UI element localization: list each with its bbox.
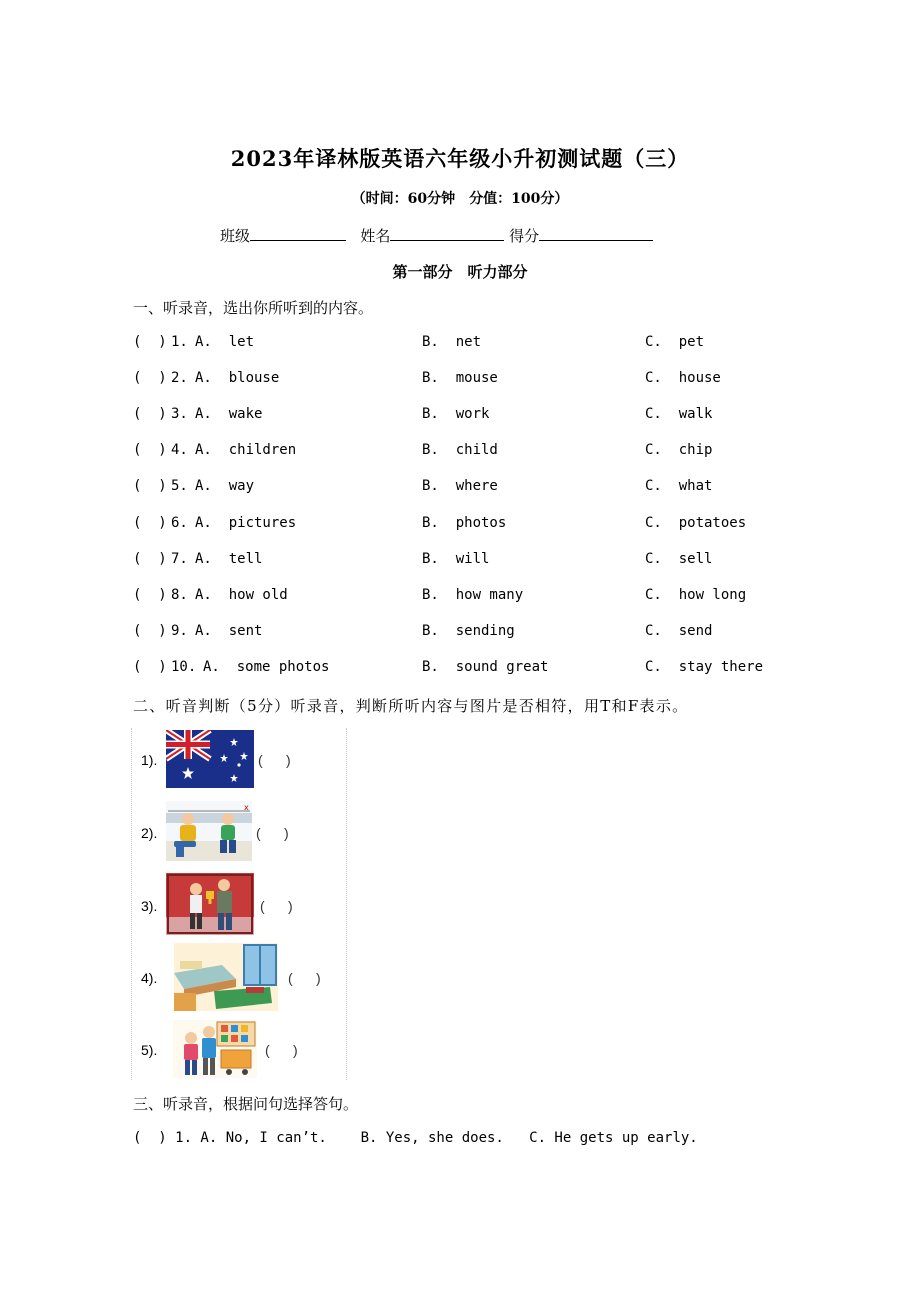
pic-item-number: 1).: [141, 752, 158, 768]
part-heading: 第一部分 听力部分: [392, 263, 528, 281]
section2-heading: 二、听音判断（5分）听录音，判断所听内容与图片是否相符，用T和F表示。: [133, 697, 689, 715]
question-number: 9.: [171, 623, 188, 639]
option-c[interactable]: C. house: [645, 370, 721, 386]
pic-item-number: 5).: [141, 1042, 158, 1058]
class-field[interactable]: [250, 225, 346, 241]
option-b[interactable]: B. net: [422, 334, 482, 350]
option-c[interactable]: C. stay there: [645, 659, 764, 675]
question-row: [133, 587, 833, 607]
australia-flag-image: [166, 730, 254, 788]
option-c[interactable]: C. send: [645, 623, 713, 639]
class-label: 班级: [220, 227, 251, 245]
answer-paren[interactable]: ( ): [133, 334, 167, 350]
answer-blank[interactable]: ( ): [258, 752, 291, 768]
question-row: [133, 551, 833, 571]
option-c[interactable]: C. sell: [645, 551, 713, 567]
answer-blank[interactable]: ( ): [288, 970, 321, 986]
answer-paren[interactable]: ( ): [133, 442, 167, 458]
exam-time-score: （时间：60分钟 分值：100分）: [351, 191, 569, 207]
pic-item-number: 4).: [141, 970, 158, 986]
answer-paren[interactable]: ( ): [133, 587, 167, 603]
option-a[interactable]: A. sent: [195, 623, 263, 639]
option-c[interactable]: C. how long: [645, 587, 747, 603]
answer-paren[interactable]: ( ): [133, 478, 167, 494]
option-a[interactable]: A. some photos: [203, 659, 330, 675]
option-c[interactable]: C. walk: [645, 406, 713, 422]
option-a[interactable]: A. how old: [195, 587, 288, 603]
answer-paren[interactable]: ( ): [133, 370, 167, 386]
question-number: 6.: [171, 515, 188, 531]
question-number: 2.: [171, 370, 188, 386]
answer-paren[interactable]: ( ): [133, 406, 167, 422]
answer-paren[interactable]: ( ): [133, 515, 167, 531]
question-number: 10.: [171, 659, 197, 675]
pic-item-number: 2).: [141, 825, 158, 841]
question-row: [133, 406, 833, 426]
option-b[interactable]: B. sound great: [422, 659, 549, 675]
option-a[interactable]: A. pictures: [195, 515, 297, 531]
name-label: 姓名: [360, 227, 391, 245]
question-number: 1.: [171, 334, 188, 350]
answer-blank[interactable]: ( ): [260, 898, 293, 914]
option-b[interactable]: B. child: [422, 442, 498, 458]
section1-heading: 一、听录音，选出你所听到的内容。: [133, 299, 374, 317]
option-b[interactable]: B. work: [422, 406, 490, 422]
question-number: 7.: [171, 551, 188, 567]
option-b[interactable]: B. where: [422, 478, 498, 494]
question-row: [133, 334, 833, 354]
svg-text:x: x: [244, 803, 249, 812]
name-field[interactable]: [390, 225, 504, 241]
trophy-award-image: [166, 873, 254, 935]
option-a[interactable]: A. let: [195, 334, 255, 350]
children-kicking-image: [166, 801, 252, 861]
option-a[interactable]: A. children: [195, 442, 297, 458]
question-row: [133, 515, 833, 535]
option-a[interactable]: A. wake: [195, 406, 263, 422]
option-b[interactable]: B. mouse: [422, 370, 498, 386]
option-b[interactable]: B. will: [422, 551, 490, 567]
score-label: 得分: [509, 227, 540, 245]
question-row: [133, 659, 833, 679]
option-c[interactable]: C. what: [645, 478, 713, 494]
option-b[interactable]: B. sending: [422, 623, 515, 639]
question-number: 4.: [171, 442, 188, 458]
question-row: [133, 478, 833, 498]
option-a[interactable]: A. blouse: [195, 370, 280, 386]
option-c[interactable]: C. chip: [645, 442, 713, 458]
answer-blank[interactable]: ( ): [265, 1042, 298, 1058]
answer-paren[interactable]: ( ): [133, 623, 167, 639]
question-row: [133, 623, 833, 643]
answer-paren[interactable]: ( ): [133, 551, 167, 567]
option-a[interactable]: A. tell: [195, 551, 263, 567]
question-number: 3.: [171, 406, 188, 422]
option-a[interactable]: A. way: [195, 478, 255, 494]
score-field[interactable]: [539, 225, 653, 241]
answer-paren[interactable]: ( ): [133, 659, 167, 675]
pic-item-number: 3).: [141, 898, 158, 914]
question-row: [133, 370, 833, 390]
bedroom-image: [174, 943, 278, 1011]
page-title: 2023年译林版英语六年级小升初测试题（三）: [230, 146, 690, 171]
section3-heading: 三、听录音，根据问句选择答句。: [133, 1095, 359, 1113]
option-c[interactable]: C. potatoes: [645, 515, 747, 531]
option-b[interactable]: B. how many: [422, 587, 524, 603]
picture-panel: [131, 728, 347, 1080]
question-number: 5.: [171, 478, 188, 494]
answer-blank[interactable]: ( ): [256, 825, 289, 841]
section3-question: ( ) 1. A. No, I can’t. B. Yes, she does. C. He gets up early.: [133, 1130, 698, 1146]
option-b[interactable]: B. photos: [422, 515, 507, 531]
student-info-line: [220, 225, 653, 246]
question-row: [133, 442, 833, 462]
shopping-image: [173, 1020, 257, 1078]
option-c[interactable]: C. pet: [645, 334, 705, 350]
question-number: 8.: [171, 587, 188, 603]
